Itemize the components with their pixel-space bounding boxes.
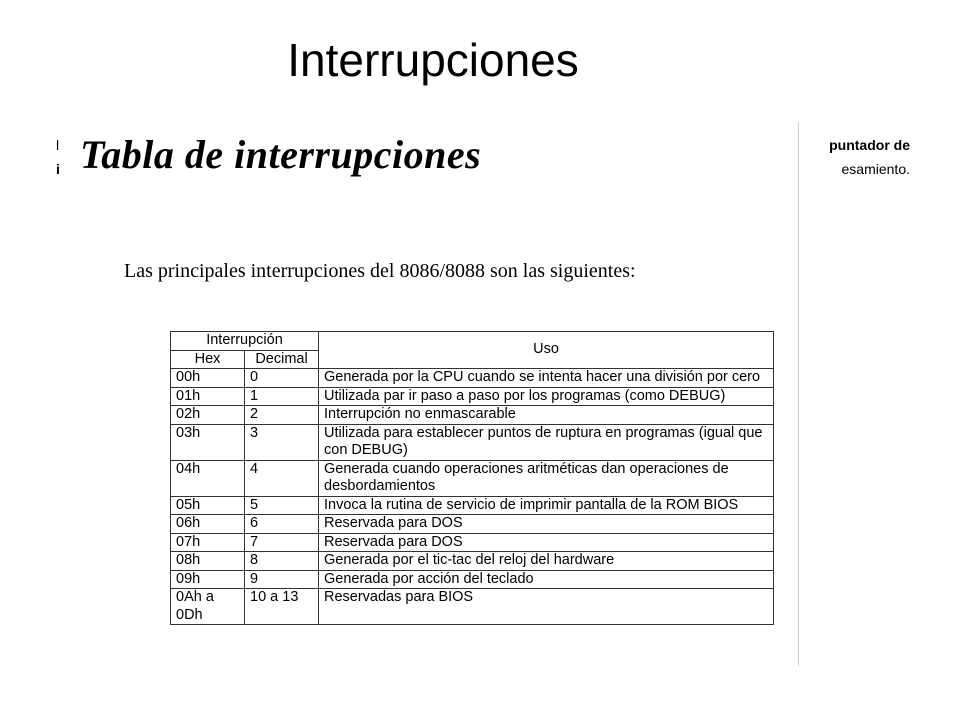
cell-hex: 05h: [171, 496, 245, 515]
interrupt-table: [170, 331, 774, 625]
cell-decimal: 3: [245, 424, 319, 460]
cell-decimal: 7: [245, 533, 319, 552]
header-interrupcion: Interrupción: [171, 332, 319, 351]
cell-uso: Interrupción no enmascarable: [319, 406, 774, 425]
table-row: [171, 589, 774, 625]
background-line-1-right: puntador de: [829, 137, 910, 153]
cell-decimal: 10 a 13: [245, 589, 319, 625]
cell-uso: Utilizada para establecer puntos de ruptura en programas (igual que con DEBUG): [319, 424, 774, 460]
cell-uso: Invoca la rutina de servicio de imprimir pantalla de la ROM BIOS: [319, 496, 774, 515]
table-row: [171, 387, 774, 406]
cell-decimal: 9: [245, 570, 319, 589]
table-row: [171, 406, 774, 425]
slide-title: Interrupciones: [287, 34, 579, 86]
cell-uso: Reservada para DOS: [319, 515, 774, 534]
cell-decimal: 4: [245, 460, 319, 496]
background-line-2-right: esamiento.: [841, 161, 910, 177]
cell-hex: 02h: [171, 406, 245, 425]
cell-hex: 07h: [171, 533, 245, 552]
cell-uso: Generada por acción del teclado: [319, 570, 774, 589]
scanned-table-image: [74, 122, 799, 666]
table-row: [171, 552, 774, 571]
table-row: [171, 515, 774, 534]
cell-uso: Generada por el tic-tac del reloj del hardware: [319, 552, 774, 571]
cell-decimal: 8: [245, 552, 319, 571]
scan-intro: Las principales interrupciones del 8086/8088 son las siguientes:: [124, 260, 636, 282]
cell-decimal: 0: [245, 369, 319, 388]
cell-hex: 06h: [171, 515, 245, 534]
header-uso: Uso: [319, 332, 774, 369]
cell-hex: 04h: [171, 460, 245, 496]
cell-uso: Generada por la CPU cuando se intenta hacer una división por cero: [319, 369, 774, 388]
cell-hex: 08h: [171, 552, 245, 571]
table-row: [171, 533, 774, 552]
cell-decimal: 2: [245, 406, 319, 425]
table-row: [171, 496, 774, 515]
table-row: [171, 369, 774, 388]
cell-hex: 09h: [171, 570, 245, 589]
cell-hex: 0Ah a 0Dh: [171, 589, 245, 625]
header-hex: Hex: [171, 350, 245, 369]
table-row: [171, 570, 774, 589]
header-decimal: Decimal: [245, 350, 319, 369]
cell-hex: 00h: [171, 369, 245, 388]
cell-uso: Utilizada par ir paso a paso por los programas (como DEBUG): [319, 387, 774, 406]
scan-heading: Tabla de interrupciones: [80, 132, 482, 177]
cell-decimal: 1: [245, 387, 319, 406]
cell-hex: 03h: [171, 424, 245, 460]
cell-decimal: 6: [245, 515, 319, 534]
cell-uso: Reservadas para BIOS: [319, 589, 774, 625]
cell-decimal: 5: [245, 496, 319, 515]
background-line-2-left: i: [56, 161, 60, 177]
cell-hex: 01h: [171, 387, 245, 406]
background-line-1-left: l: [56, 137, 60, 153]
cell-uso: Generada cuando operaciones aritméticas dan operaciones de desbordamientos: [319, 460, 774, 496]
table-row: [171, 424, 774, 460]
table-row: [171, 460, 774, 496]
cell-uso: Reservada para DOS: [319, 533, 774, 552]
